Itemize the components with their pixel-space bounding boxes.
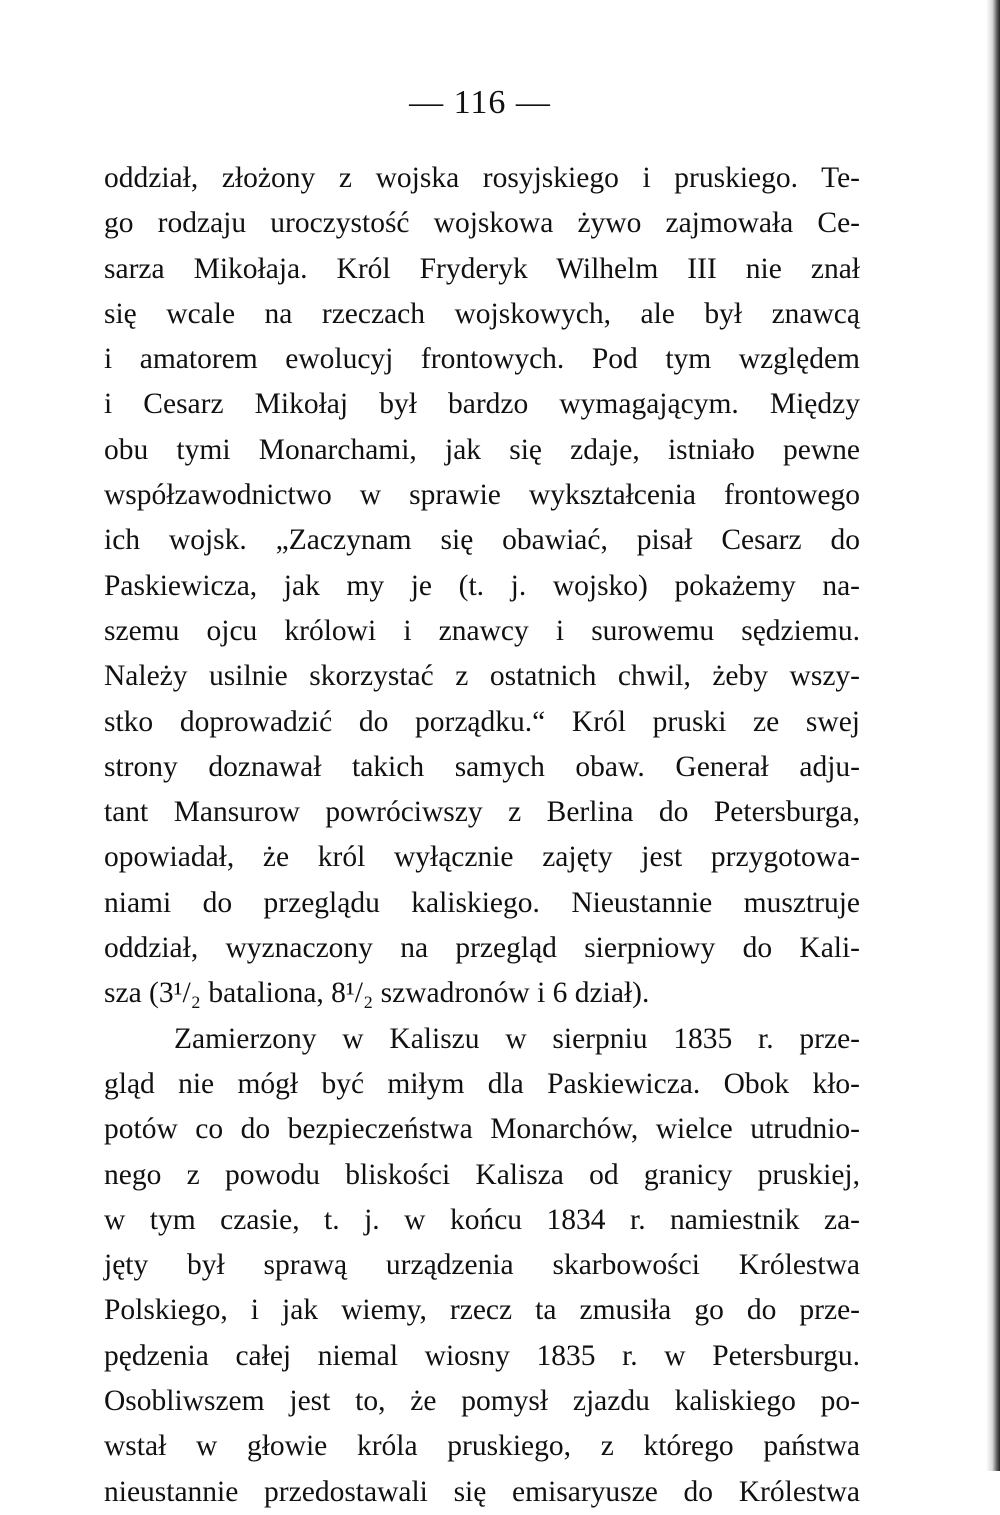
text-line: wstał w głowie króla pruskiego, z którego państwa bbox=[104, 1430, 860, 1463]
text-line: go rodzaju uroczystość wojskowa żywo zajmowała Ce- bbox=[104, 207, 860, 240]
text-line: nego z powodu bliskości Kalisza od granicy pruskiej, bbox=[104, 1158, 860, 1191]
paragraph-start-line: Zamierzony w Kaliszu w sierpniu 1835 r. prze- bbox=[174, 1022, 860, 1055]
text-line: ich wojsk. „Zaczynam się obawiać, pisał Cesarz do bbox=[104, 524, 860, 557]
body-text bbox=[104, 156, 860, 1515]
text-line: gląd nie mógł być miłym dla Paskiewicza. Obok kło- bbox=[104, 1067, 860, 1100]
text-line: Należy usilnie skorzystać z ostatnich chwil, żeby wszy- bbox=[104, 660, 860, 693]
text-line: Paskiewicza, jak my je (t. j. wojsko) pokażemy na- bbox=[104, 569, 860, 602]
text-line: się wcale na rzeczach wojskowych, ale był znawcą bbox=[104, 297, 860, 330]
text-line: niami do przeglądu kaliskiego. Nieustannie musztruje bbox=[104, 886, 860, 919]
text-line: strony doznawał takich samych obaw. Generał adju- bbox=[104, 750, 860, 783]
text-line: Osobliwszem jest to, że pomysł zjazdu kaliskiego po- bbox=[104, 1385, 860, 1418]
text-line: potów co do bezpieczeństwa Monarchów, wielce utrudnio- bbox=[104, 1113, 860, 1146]
text-line: opowiadał, że król wyłącznie zajęty jest przygotowa- bbox=[104, 841, 860, 874]
text-line: w tym czasie, t. j. w końcu 1834 r. namiestnik za- bbox=[104, 1203, 860, 1236]
text-line: i amatorem ewolucyj frontowych. Pod tym względem bbox=[104, 343, 860, 376]
text-line: współzawodnictwo w sprawie wykształcenia frontowego bbox=[104, 479, 860, 512]
text-line: obu tymi Monarchami, jak się zdaje, istniało pewne bbox=[104, 433, 860, 466]
text-line: jęty był sprawą urządzenia skarbowości Królestwa bbox=[104, 1249, 860, 1282]
paragraph-end-line: sza (3¹/₂ bataliona, 8¹/₂ szwadronów i 6 dział). bbox=[104, 977, 650, 1010]
text-line: sarza Mikołaja. Król Fryderyk Wilhelm III nie znał bbox=[104, 252, 860, 285]
page-number: — 116 — bbox=[409, 84, 551, 121]
page-edge-shadow bbox=[986, 0, 1000, 1471]
text-line: pędzenia całej niemal wiosny 1835 r. w Petersburgu. bbox=[104, 1339, 860, 1372]
text-line: nieustannie przedostawali się emisaryusze do Królestwa bbox=[104, 1475, 860, 1508]
text-line: Polskiego, i jak wiemy, rzecz ta zmusiła go do prze- bbox=[104, 1294, 860, 1327]
text-line: szemu ojcu królowi i znawcy i surowemu sędziemu. bbox=[104, 614, 860, 647]
text-line: tant Mansurow powróciwszy z Berlina do Petersburga, bbox=[104, 796, 860, 829]
text-line: oddział, złożony z wojska rosyjskiego i pruskiego. Te- bbox=[104, 162, 860, 194]
text-line: stko doprowadzić do porządku.“ Król pruski ze swej bbox=[104, 705, 860, 738]
text-line: i Cesarz Mikołaj był bardzo wymagającym. Między bbox=[104, 388, 860, 421]
text-line: oddział, wyznaczony na przegląd sierpniowy do Kali- bbox=[104, 932, 860, 965]
